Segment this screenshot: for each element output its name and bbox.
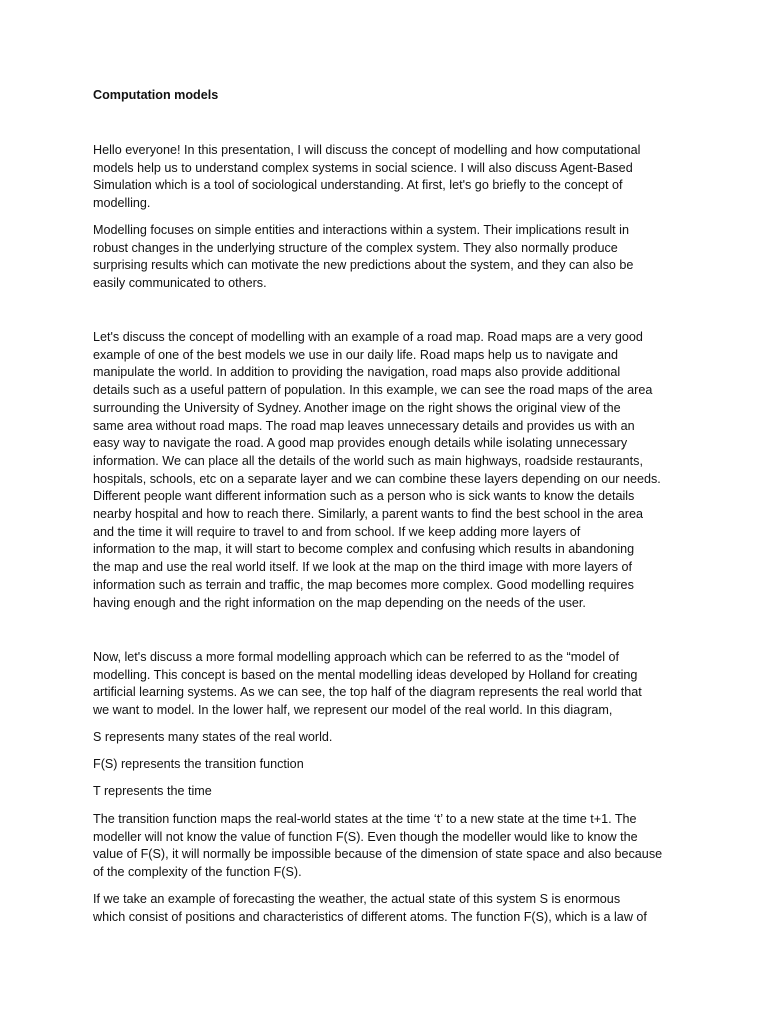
text-line: of the complexity of the function F(S). <box>93 865 302 880</box>
text-line: The transition function maps the real-world states at the time ‘t’ to a new state at the time t+1. The <box>93 812 637 826</box>
paragraph-t-definition <box>93 783 693 801</box>
text-line: models help us to understand complex systems in social science. I will also discuss Agent-Based <box>93 160 633 175</box>
text-line: Modelling focuses on simple entities and interactions within a system. Their implications result in <box>93 223 629 237</box>
paragraph-weather-example <box>93 891 693 926</box>
text-line: modelling. This concept is based on the mental modelling ideas developed by Holland for creating <box>93 667 638 682</box>
text-line: example of one of the best models we use in our daily life. Road maps help us to navigate and <box>93 347 619 362</box>
paragraph-intro <box>93 142 693 213</box>
text-line: Different people want different information such as a person who is sick wants to know the details <box>93 489 635 504</box>
text-line: easy way to navigate the road. A good map provides enough details while isolating unnecessary <box>93 436 628 451</box>
paragraph-transition-function <box>93 811 693 882</box>
text-line: T represents the time <box>93 784 212 798</box>
text-line: having enough and the right information on the map depending on the needs of the user. <box>93 595 586 610</box>
paragraph-modelling <box>93 222 693 293</box>
text-line: Hello everyone! In this presentation, I will discuss the concept of modelling and how computational <box>93 143 641 157</box>
text-line: nearby hospital and how to reach there. Similarly, a parent wants to find the best school in the area <box>93 507 644 522</box>
text-line: the map and use the real world itself. If we look at the map on the third image with more layers of <box>93 560 633 575</box>
text-line: surrounding the University of Sydney. Another image on the right shows the original view of the <box>93 400 621 415</box>
text-line: we want to model. In the lower half, we represent our model of the real world. In this diagram, <box>93 703 613 718</box>
text-line: Simulation which is a tool of sociological understanding. At first, let's go briefly to the concept of <box>93 178 623 193</box>
text-line: value of F(S), it will normally be impossible because of the dimension of state space and also because <box>93 847 663 862</box>
text-line: S represents many states of the real world. <box>93 730 333 744</box>
text-line: artificial learning systems. As we can see, the top half of the diagram represents the real world that <box>93 685 642 700</box>
text-line: modeller will not know the value of function F(S). Even though the modeller would like to know the <box>93 829 638 844</box>
text-line: details such as a useful pattern of population. In this example, we can see the road maps of the area <box>93 383 653 398</box>
text-line: information. We can place all the details of the world such as main highways, roadside restaurants, <box>93 453 643 468</box>
paragraph-road-map <box>93 329 693 612</box>
paragraph-model-of-modelling <box>93 649 693 720</box>
text-line: information such as terrain and traffic, the map becomes more complex. Good modelling requires <box>93 577 634 592</box>
text-line: Let's discuss the concept of modelling with an example of a road map. Road maps are a very good <box>93 330 643 344</box>
paragraph-s-definition <box>93 729 693 747</box>
document-title: Computation models <box>93 88 219 102</box>
text-line: robust changes in the underlying structure of the complex system. They also normally produce <box>93 240 618 255</box>
text-line: F(S) represents the transition function <box>93 757 304 771</box>
text-line: hospitals, schools, etc on a separate layer and we can combine these layers depending on our needs. <box>93 471 661 486</box>
text-line: manipulate the world. In addition to providing the navigation, road maps also provide additional <box>93 365 621 380</box>
text-line: surprising results which can motivate the new predictions about the system, and they can also be <box>93 258 634 273</box>
text-line: Now, let's discuss a more formal modelling approach which can be referred to as the “model of <box>93 650 619 664</box>
text-line: If we take an example of forecasting the weather, the actual state of this system S is enormous <box>93 892 621 906</box>
text-line: and the time it will require to travel to and from school. If we keep adding more layers of <box>93 524 581 539</box>
text-line: modelling. <box>93 196 151 211</box>
text-line: information to the map, it will start to become complex and confusing which results in abandoning <box>93 542 635 557</box>
paragraph-fs-definition <box>93 756 693 774</box>
text-line: easily communicated to others. <box>93 276 267 291</box>
text-line: same area without road maps. The road map leaves unnecessary details and provides us with an <box>93 418 635 433</box>
text-line: which consist of positions and characteristics of different atoms. The function F(S), which is a law of <box>93 909 647 924</box>
